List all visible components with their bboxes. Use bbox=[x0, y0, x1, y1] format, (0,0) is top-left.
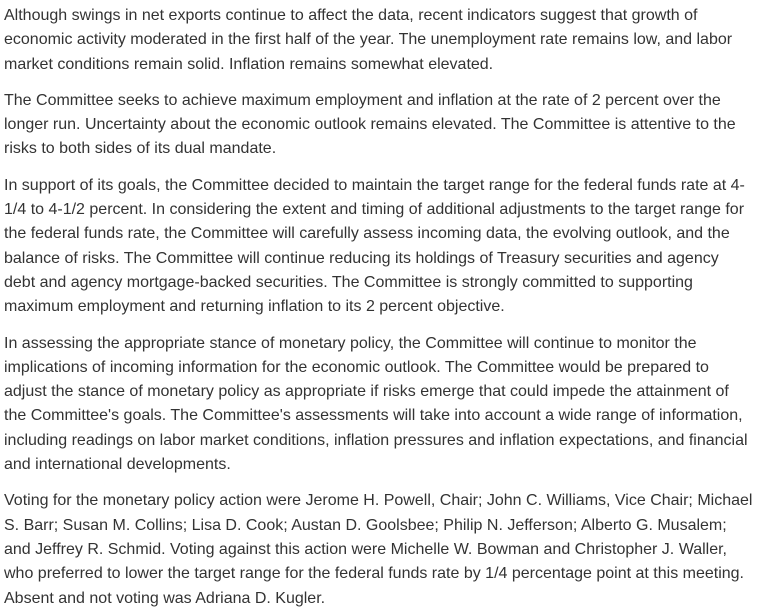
paragraph-voting: Voting for the monetary policy action were Jerome H. Powell, Chair; John C. Williams, Vice Chair; Michael S. Barr; Susan M. Collins; Lisa D. Cook; Austan D. Goolsbee; Philip N. Jefferson; Alberto G. Musalem; and Jeffrey R. Schmid. Voting against this action were Michelle W. Bowman and Christopher J. Waller, who preferred to lower the target range for the federal funds rate by 1/4 percentage point at this meeting. Absent and not voting was Adriana D. Kugler. bbox=[4, 492, 753, 607]
paragraph-policy-decision: In support of its goals, the Committee decided to maintain the target range for the federal funds rate at 4-1/4 to 4-1/2 percent. In considering the extent and timing of additional adjustments to the target range for the federal funds rate, the Committee will carefully assess incoming data, the evolving outlook, and the balance of risks. The Committee will continue reducing its holdings of Treasury securities and agency debt and agency mortgage-backed securities. The Committee is strongly committed to supporting maximum employment and returning inflation to its 2 percent objective. bbox=[4, 176, 745, 316]
paragraph-policy-stance: In assessing the appropriate stance of monetary policy, the Committee will continue to monitor the implications of incoming information for the economic outlook. The Committee would be prepared to adjust the stance of monetary policy as appropriate if risks emerge that could impede the attainment of the Committee's goals. The Committee's assessments will take into account a wide range of information, including readings on labor market conditions, inflation pressures and inflation expectations, and financial and international developments. bbox=[4, 334, 748, 474]
paragraph-committee-goals: The Committee seeks to achieve maximum employment and inflation at the rate of 2 percent over the longer run. Uncertainty about the economic outlook remains elevated. The Committee is attentive to the risks to both sides of its dual mandate. bbox=[4, 91, 736, 158]
paragraph-economic-conditions: Although swings in net exports continue to affect the data, recent indicators suggest that growth of economic activity moderated in the first half of the year. The unemployment rate remains low, and labor market conditions remain solid. Inflation remains somewhat elevated. bbox=[4, 7, 733, 73]
